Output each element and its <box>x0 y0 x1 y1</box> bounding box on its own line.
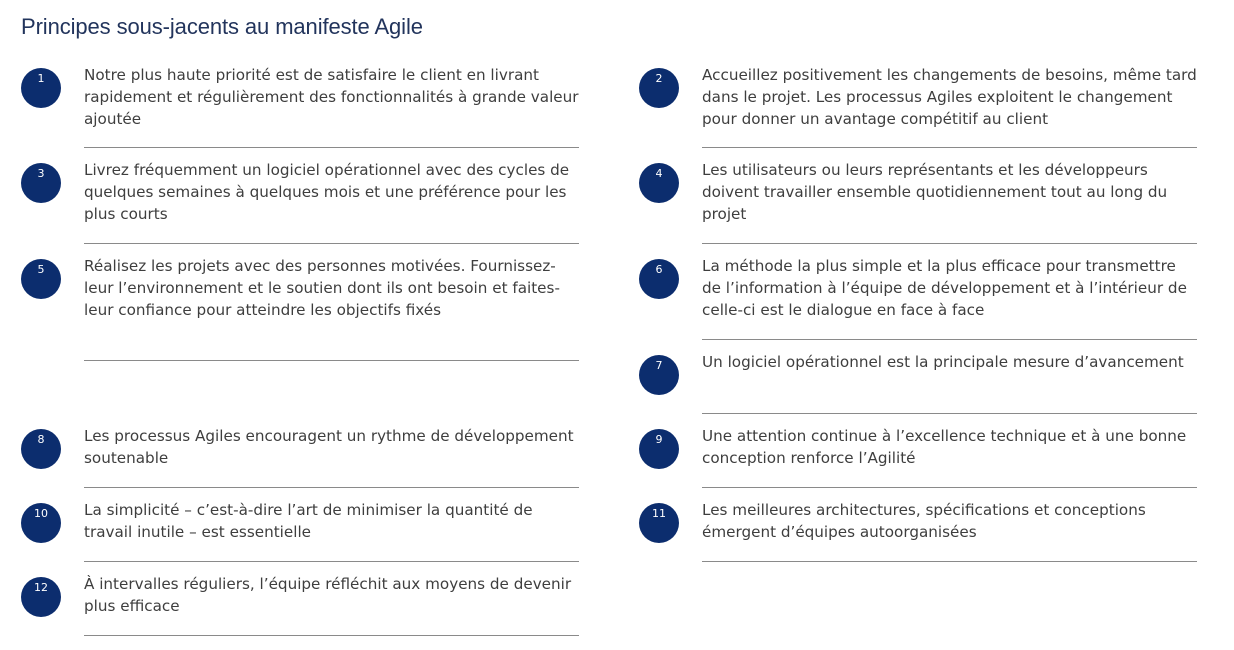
divider <box>84 243 579 244</box>
principle-text: La méthode la plus simple et la plus efficace pour transmettre de l’information à l’équipe de développement et à l’intérieur de celle-ci est le dialogue en face à face <box>702 257 1187 319</box>
principle-text: Livrez fréquemment un logiciel opérationnel avec des cycles de quelques semaines à quelques mois et une préférence pour les plus courts <box>84 161 570 223</box>
divider <box>702 413 1197 414</box>
number-badge: 6 <box>639 259 679 299</box>
principle-text: Les utilisateurs ou leurs représentants et les développeurs doivent travailler ensemble quotidiennement tout au long du projet <box>702 161 1168 223</box>
divider <box>84 360 579 361</box>
number-badge: 12 <box>21 577 61 617</box>
principle-text: Accueillez positivement les changements de besoins, même tard dans le projet. Les processus Agiles exploitent le changement pour donner un avantage compétitif au client <box>702 66 1197 128</box>
divider <box>702 487 1197 488</box>
number-badge: 11 <box>639 503 679 543</box>
divider <box>84 561 579 562</box>
principle-text: Réalisez les projets avec des personnes motivées. Fournissez-leur l’environnement et le soutien dont ils ont besoin et faites-leur confiance pour atteindre les objectifs fixés <box>84 257 560 319</box>
principle-text: À intervalles réguliers, l’équipe réfléchit aux moyens de devenir plus efficace <box>84 575 572 615</box>
number-badge: 8 <box>21 429 61 469</box>
divider <box>702 339 1197 340</box>
principle-text: La simplicité – c’est-à-dire l’art de minimiser la quantité de travail inutile – est essentielle <box>84 501 533 541</box>
principle-text: Les meilleures architectures, spécifications et conceptions émergent d’équipes autoorganisées <box>702 501 1146 541</box>
divider <box>84 635 579 636</box>
number-badge: 9 <box>639 429 679 469</box>
divider <box>702 147 1197 148</box>
number-badge: 4 <box>639 163 679 203</box>
principle-text: Un logiciel opérationnel est la principale mesure d’avancement <box>702 353 1184 371</box>
number-badge: 5 <box>21 259 61 299</box>
principle-text: Les processus Agiles encouragent un rythme de développement soutenable <box>84 427 574 467</box>
divider <box>702 561 1197 562</box>
number-badge: 10 <box>21 503 61 543</box>
principle-text: Une attention continue à l’excellence technique et à une bonne conception renforce l’Agilité <box>702 427 1187 467</box>
divider <box>84 487 579 488</box>
page-title: Principes sous-jacents au manifeste Agile <box>21 14 423 39</box>
number-badge: 7 <box>639 355 679 395</box>
number-badge: 2 <box>639 68 679 108</box>
number-badge: 3 <box>21 163 61 203</box>
divider <box>702 243 1197 244</box>
number-badge: 1 <box>21 68 61 108</box>
divider <box>84 147 579 148</box>
principle-text: Notre plus haute priorité est de satisfaire le client en livrant rapidement et régulièrement des fonctionnalités à grande valeur ajoutée <box>84 66 579 128</box>
